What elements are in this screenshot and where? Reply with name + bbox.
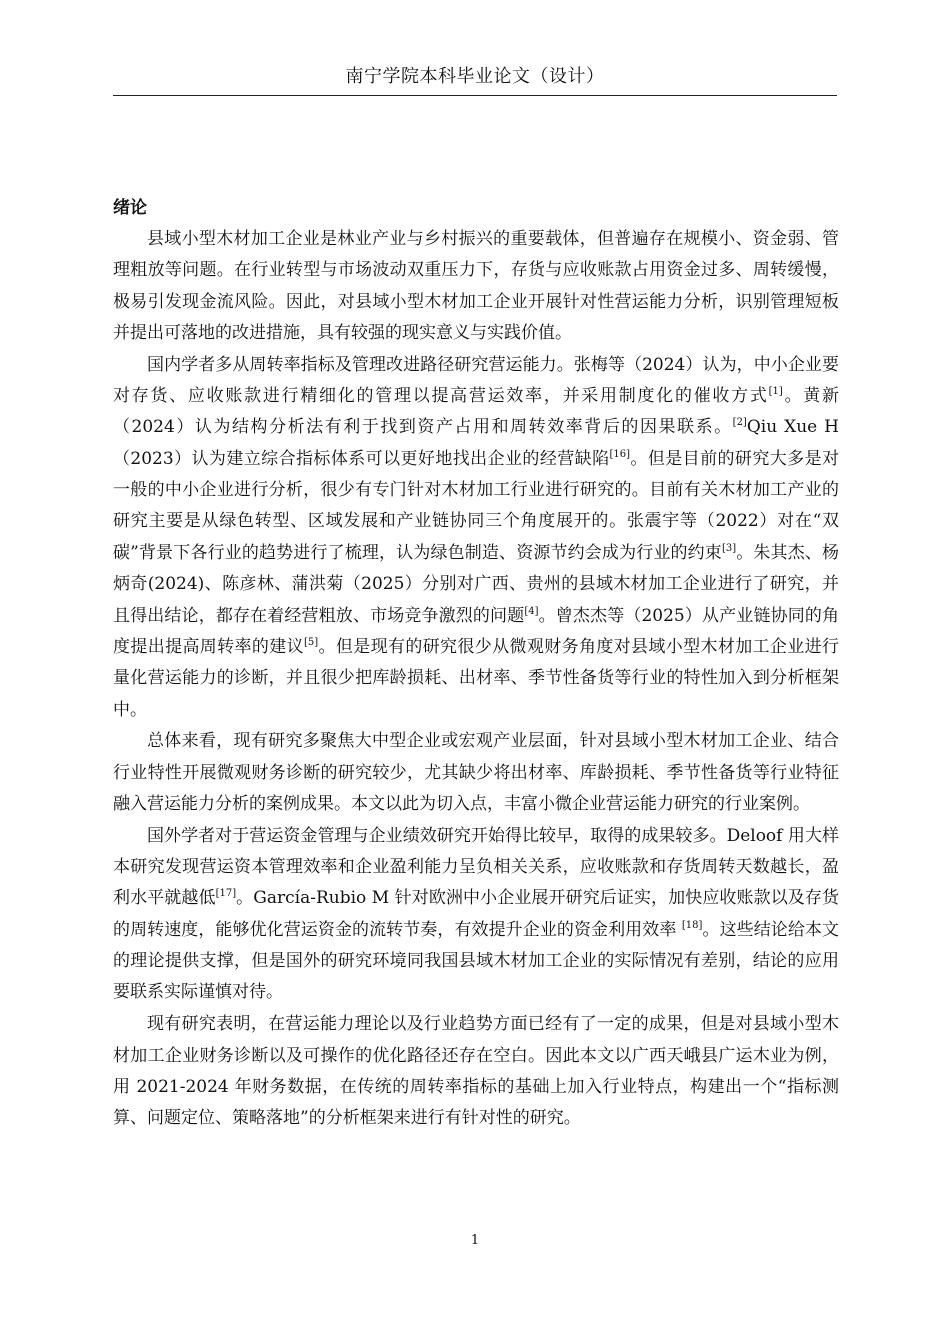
citation-ref: [3] bbox=[721, 542, 737, 554]
citation-ref: [2] bbox=[732, 417, 747, 429]
citation-ref: [1] bbox=[768, 386, 783, 398]
page-number: 1 bbox=[470, 1233, 480, 1248]
text-span: 。但是目前的研究大多是对一般的中小企业进行分析，很少有专门针对木材加工行业进行研究的。目前有关木材加工产业的研究主要是从绿色转型、区域发展和产业链协同三个角度展开的。张震宇等（2022）对在“双碳”背景下各行业的趋势进行了梳理，认为绿色制造、资源节约会成为行业的约束 bbox=[113, 448, 840, 563]
text-span: Qiu Xue H（2023）认为建立综合指标体系可以更好地找出企业的经营缺陷 bbox=[113, 417, 839, 469]
text-span: 国外学者对于营运资金管理与企业绩效研究开始得比较早，取得的成果较多。Deloof 用大样本研究发现营运资本管理效率和企业盈利能力呈负相关关系，应收账款和存货周转天数越长，盈利水平就越低 bbox=[113, 825, 839, 909]
paragraph-4 bbox=[113, 821, 839, 1009]
citation-ref: [18] bbox=[681, 919, 703, 931]
text-span: 。García-Rubio M 针对欧洲中小企业展开研究后证实，加快应收账款以及存货的周转速度，能够优化营运资金的流转节奏，有效提升企业的资金利用效率 bbox=[113, 888, 839, 940]
text-span: 。这些结论给本文的理论提供支撑，但是国外的研究环境同我国县域木材加工企业的实际情况有差别，结论的应用要联系实际谨慎对待。 bbox=[113, 919, 840, 1003]
text-span: 。朱其杰、杨炳奇(2024)、陈彦林、蒲洪菊（2025）分别对广西、贵州的县域木材加工企业进行了研究，并且得出结论，都存在着经营粗放、市场竞争激烈的问题 bbox=[113, 542, 839, 626]
citation-ref: [17] bbox=[215, 888, 237, 900]
body-text bbox=[113, 224, 839, 1135]
text-span: 国内学者多从周转率指标及管理改进路径研究营运能力。张梅等（2024）认为，中小企业要对存货、应收账款进行精细化的管理以提高营运效率，并采用制度化的催收方式 bbox=[113, 354, 839, 407]
citation-ref: [5] bbox=[303, 636, 319, 648]
header-title: 南宁学院本科毕业论文（设计） bbox=[345, 66, 605, 87]
paragraph-1: 县域小型木材加工企业是林业产业与乡村振兴的重要载体，但普遍存在规模小、资金弱、管理粗放等问题。在行业转型与市场波动双重压力下，存货与应收账款占用资金过多、周转缓慢，极易引发现金流风险。因此，对县域小型木材加工企业开展针对性营运能力分析，识别管理短板并提出可落地的改进措施，具有较强的现实意义与实践价值。 bbox=[113, 229, 839, 344]
paragraph-3: 总体来看，现有研究多聚焦大中型企业或宏观产业层面，针对县域小型木材加工企业、结合行业特性开展微观财务诊断的研究较少，尤其缺少将出材率、库龄损耗、季节性备货等行业特征融入营运能力分析的案例成果。本文以此为切入点，丰富小微企业营运能力研究的行业案例。 bbox=[113, 731, 839, 814]
text-span: 。曾杰杰等（2025）从产业链协同的角度提出提高周转率的建议 bbox=[113, 605, 840, 657]
section-title: 绪论 bbox=[113, 198, 147, 218]
paragraph-5: 现有研究表明，在营运能力理论以及行业趋势方面已经有了一定的成果，但是对县域小型木材加工企业财务诊断以及可操作的优化路径还存在空白。因此本文以广西天峨县广运木业为例，用 2021-2024 年财务数据，在传统的周转率指标的基础上加入行业特点，构建出一个“指标测算、问题定位、策略落地”的分析框架来进行有针对性的研究。 bbox=[113, 1014, 839, 1129]
paragraph-2 bbox=[113, 350, 839, 726]
citation-ref: [16] bbox=[609, 448, 631, 460]
citation-ref: [4] bbox=[524, 605, 539, 617]
page-header bbox=[113, 64, 837, 96]
text-span: 。黄新（2024）认为结构分析法有利于找到资产占用和周转效率背后的因果联系。 bbox=[113, 386, 840, 438]
text-span: 。但是现有的研究很少从微观财务角度对县域小型木材加工企业进行量化营运能力的诊断，并且很少把库龄损耗、出材率、季节性备货等行业的特性加入到分析框架中。 bbox=[113, 636, 840, 720]
